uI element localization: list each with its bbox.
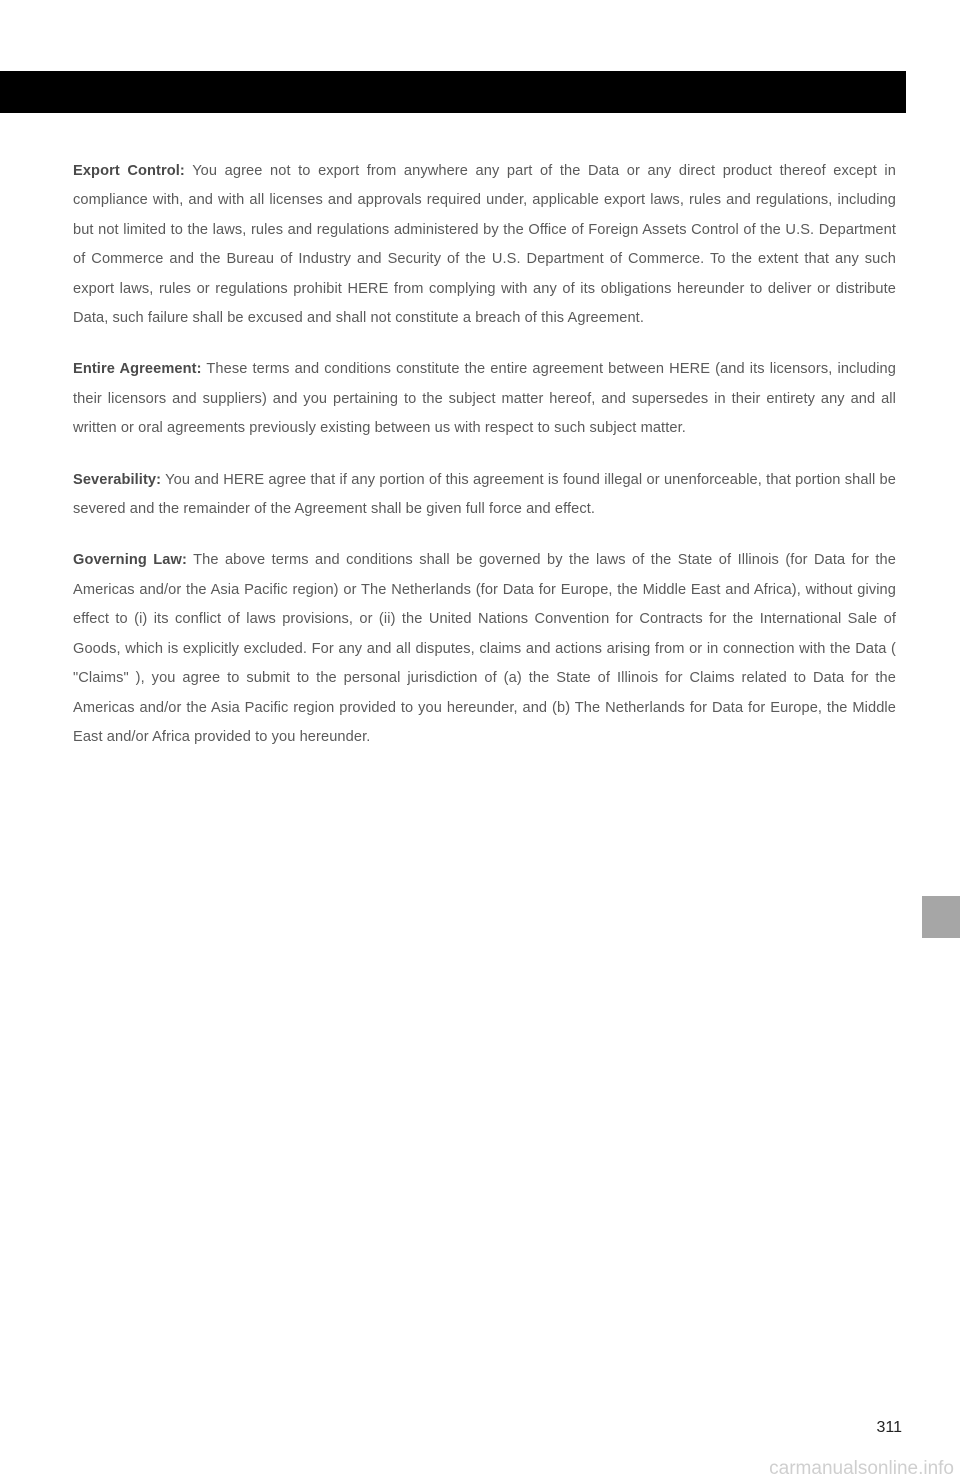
side-tab (922, 896, 960, 938)
section-body: You agree not to export from anywhere any part of the Data or any direct product thereof except in compliance with, and with all licenses and approvals required under, applicable export laws, rules and regulations, including but not limited to the laws, rules and regulations administered by the Office of Foreign Assets Control of the U.S. Department of Commerce and the Bureau of Industry and Security of the U.S. Department of Commerce. To the extent that any such export laws, rules or regulations prohibit HERE from complying with any of its obligations hereunder to deliver or distribute Data, such failure shall be excused and shall not constitute a breach of this Agreement. (73, 163, 896, 327)
section-body: You and HERE agree that if any portion of this agreement is found illegal or unenforceable, that portion shall be severed and the remainder of the Agreement shall be given full force and effect. (73, 471, 896, 518)
watermark: carmanualsonline.info (769, 1458, 954, 1479)
header-bar (0, 71, 906, 113)
section-export-control (73, 157, 896, 333)
section-entire-agreement (73, 355, 896, 443)
section-body: These terms and conditions constitute the entire agreement between HERE (and its licensors, including their licensors and suppliers) and you pertaining to the subject matter hereof, and supersedes in their entirety any and all written or oral agreements previously existing between us with respect to such subject matter. (73, 361, 896, 437)
section-governing-law (73, 546, 896, 752)
section-body: The above terms and conditions shall be governed by the laws of the State of Illinois (for Data for the Americas and/or the Asia Pacific region) or The Netherlands (for Data for Europe, the Middle East and Africa), without giving effect to (i) its conflict of laws provisions, or (ii) the United Nations Convention for Contracts for the International Sale of Goods, which is explicitly excluded. For any and all disputes, claims and actions arising from or in connection with the Data ( "Claims" ), you agree to submit to the personal jurisdiction of (a) the State of Illinois for Claims related to Data for the Americas and/or the Asia Pacific region provided to you hereunder, and (b) The Netherlands for Data for Europe, the Middle East and/or Africa provided to you hereunder. (73, 552, 896, 745)
section-heading: Export Control: (73, 163, 185, 179)
page-number: 311 (876, 1419, 902, 1436)
section-heading: Severability: (73, 471, 162, 488)
section-heading: Entire Agreement: (73, 361, 202, 378)
section-heading: Governing Law: (73, 552, 187, 569)
section-severability (73, 466, 896, 525)
document-body (73, 157, 896, 774)
